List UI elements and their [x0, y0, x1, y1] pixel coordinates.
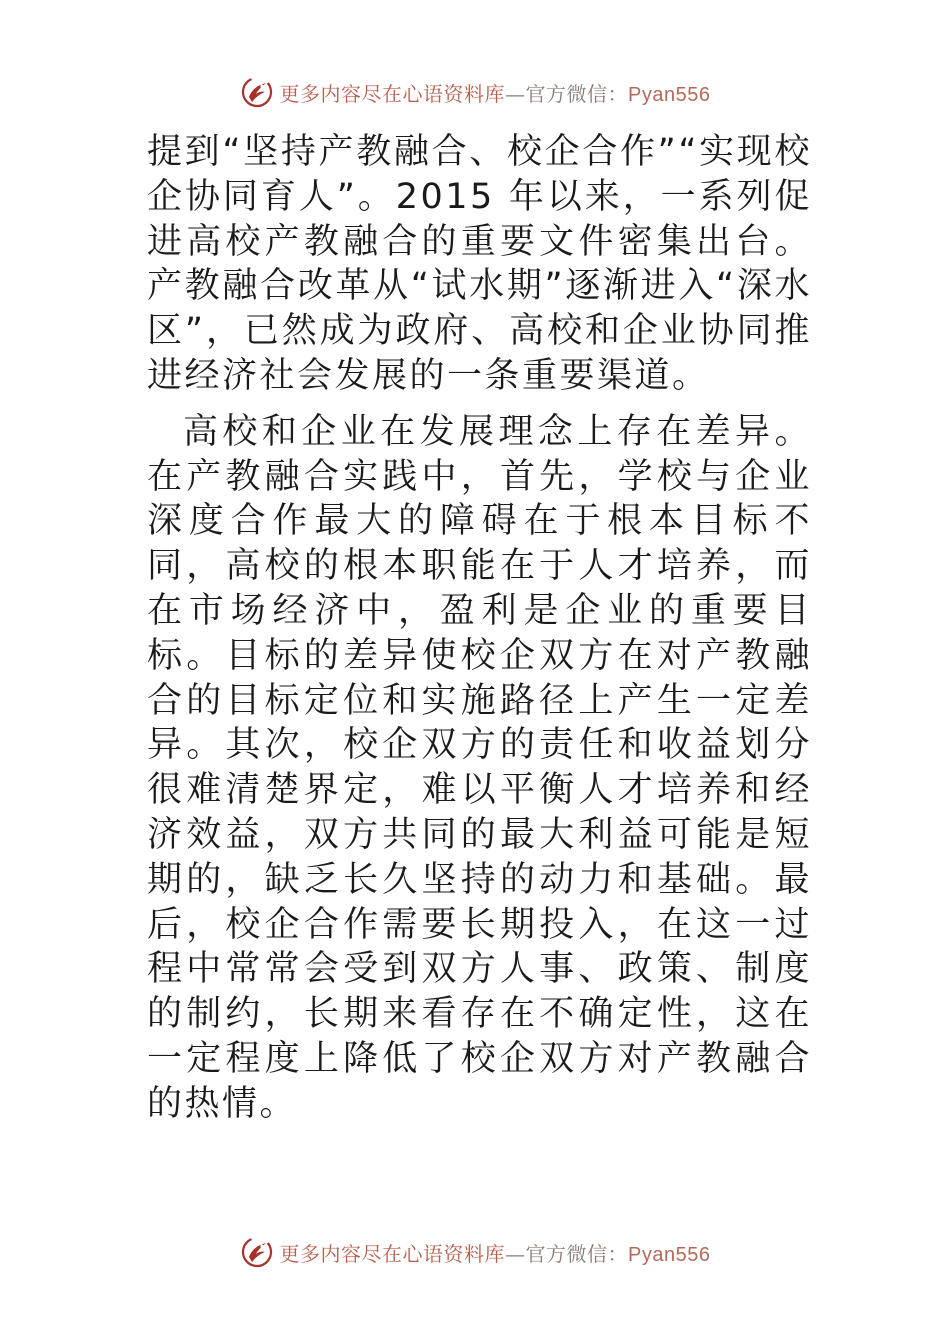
footer-dash: —: [505, 1241, 526, 1266]
header-wechat-id: Pyan556: [628, 83, 711, 106]
phoenix-logo-icon: [240, 1235, 274, 1269]
header-banner: [0, 70, 950, 114]
phoenix-logo-icon: [240, 75, 274, 109]
header-brand-line: [280, 78, 711, 107]
paragraph-2: 高校和企业在发展理念上存在差异。在产教融合实践中，首先，学校与企业深度合作最大的障碍在于根本目标不同，高校的根本职能在于人才培养，而在市场经济中，盈利是企业的重要目标。目标的差异使校企双方在对产教融合的目标定位和实施路径上产生一定差异。其次，校企双方的责任和收益划分很难清楚界定，难以平衡人才培养和经济效益，双方共同的最大利益可能是短期的，缺乏长久坚持的动力和基础。最后，校企合作需要长期投入，在这一过程中常常会受到双方人事、政策、制度的制约，长期来看存在不确定性，这在一定程度上降低了校企双方对产教融合的热情。: [147, 411, 812, 1124]
footer-brand-text: 更多内容尽在心语资料库: [279, 1241, 506, 1266]
footer-wechat-label: 官方微信：: [525, 1241, 629, 1266]
footer-wechat-id: Pyan556: [628, 1243, 711, 1266]
document-body: [147, 130, 812, 1127]
footer-banner: [0, 1230, 950, 1274]
paragraph-1: 提到“坚持产教融合、校企合作”“实现校企协同育人”。2015 年以来，一系列促进高校产教融合的重要文件密集出台。产教融合改革从“试水期”逐渐进入“深水区”，已然成为政府、高校和企业协同推进经济社会发展的一条重要渠道。: [147, 132, 812, 396]
header-wechat-label: 官方微信：: [525, 81, 629, 106]
header-brand-text: 更多内容尽在心语资料库: [279, 81, 506, 106]
footer-brand-line: [280, 1238, 711, 1267]
header-dash: —: [505, 81, 526, 106]
